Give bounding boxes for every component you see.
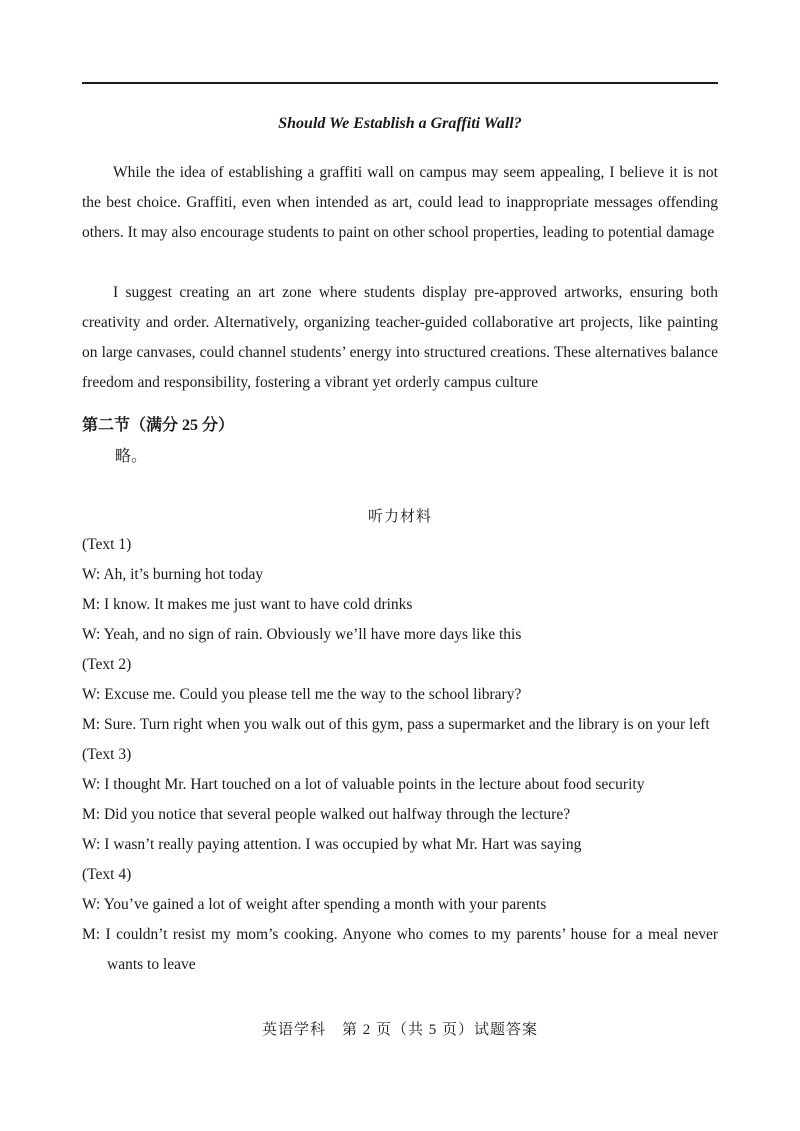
dialogue-line: M: I know. It makes me just want to have cold drinks — [82, 596, 413, 613]
transcript — [82, 530, 718, 980]
page-footer: 英语学科 第 2 页（共 5 页）试题答案 — [261, 1022, 538, 1038]
dialogue-line: M: Sure. Turn right when you walk out of this gym, pass a supermarket and the library is on your left — [82, 716, 710, 733]
essay-paragraph-2: I suggest creating an art zone where students display pre-approved artworks, ensuring both creativity and order. Alternatively, organizing teacher-guided collaborative art projects, like painting on large canvases, could channel students’ energy into structured creations. These alternatives balance freedom and responsibility, fostering a vibrant yet orderly campus culture — [82, 283, 718, 391]
dialogue-line: W: Ah, it’s burning hot today — [82, 566, 264, 583]
text-label: (Text 2) — [82, 656, 132, 673]
dialogue-line: W: I thought Mr. Hart touched on a lot of valuable points in the lecture about food security — [82, 776, 645, 793]
essay-paragraph-1: While the idea of establishing a graffiti wall on campus may seem appealing, I believe it is not the best choice. Graffiti, even when intended as art, could lead to inappropriate messages offending others. It may also encourage students to paint on other school properties, leading to potential damage — [82, 163, 718, 241]
section-heading: 第二节（满分 25 分） — [82, 417, 235, 434]
top-rule — [82, 82, 718, 84]
dialogue-line: W: You’ve gained a lot of weight after spending a month with your parents — [82, 896, 547, 913]
text-label: (Text 3) — [82, 746, 132, 763]
dialogue-line: W: Excuse me. Could you please tell me the way to the school library? — [82, 686, 522, 703]
listening-title: 听力材料 — [367, 509, 432, 525]
dialogue-line: W: I wasn’t really paying attention. I was occupied by what Mr. Hart was saying — [82, 836, 582, 853]
essay-title: Should We Establish a Graffiti Wall? — [278, 115, 522, 132]
section-body: 略。 — [115, 448, 148, 465]
dialogue-line: W: Yeah, and no sign of rain. Obviously we’ll have more days like this — [82, 626, 522, 643]
text-label: (Text 4) — [82, 866, 132, 883]
dialogue-line: M: Did you notice that several people walked out halfway through the lecture? — [82, 806, 571, 823]
text-label: (Text 1) — [82, 536, 132, 553]
dialogue-line: M: I couldn’t resist my mom’s cooking. Anyone who comes to my parents’ house for a meal never wants to leave — [82, 926, 718, 973]
